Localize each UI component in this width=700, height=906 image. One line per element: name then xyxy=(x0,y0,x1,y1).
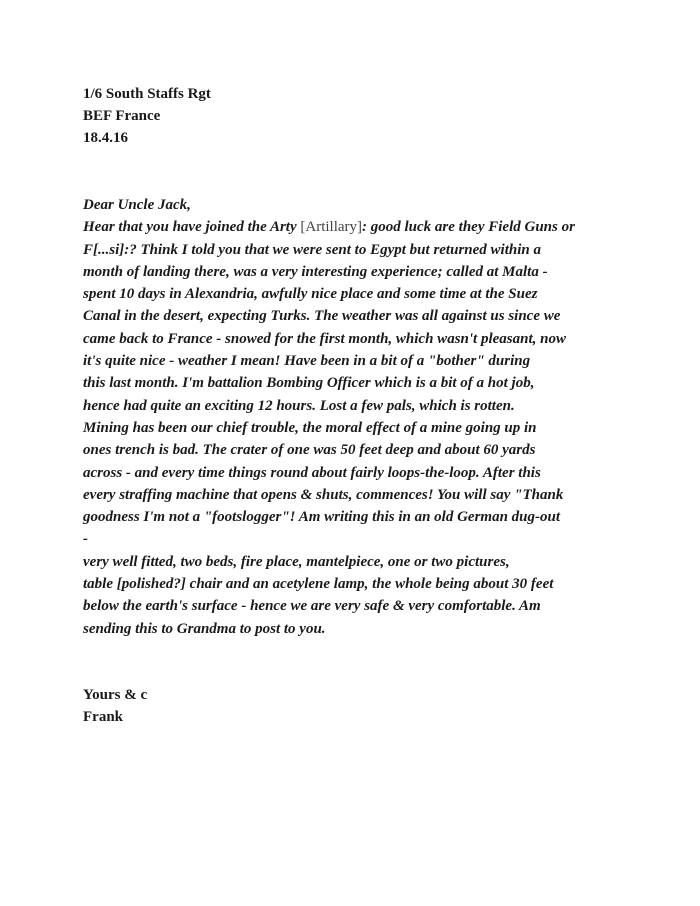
body-line: it's quite nice - weather I mean! Have been in a bit of a "bother" during xyxy=(83,353,531,370)
body-line: F[...si]:? Think I told you that we were sent to Egypt but returned within a xyxy=(83,241,541,258)
editorial-note: [Artillary] xyxy=(300,219,363,236)
body-line: every straffing machine that opens & shuts, commences! You will say "Thank xyxy=(83,486,564,503)
body-line: hence had quite an exciting 12 hours. Lost a few pals, which is rotten. xyxy=(83,397,515,414)
signature-name: Frank xyxy=(83,709,124,725)
closing-line: Yours & c xyxy=(83,687,148,703)
letter-signoff xyxy=(83,684,147,728)
body-line: sending this to Grandma to post to you. xyxy=(83,620,326,637)
body-line: this last month. I'm battalion Bombing Officer which is a bit of a hot job, xyxy=(83,375,535,392)
salutation: Dear Uncle Jack, xyxy=(83,197,191,213)
body-line: below the earth's surface - hence we are very safe & very comfortable. Am xyxy=(83,598,541,615)
letter-header xyxy=(83,83,211,149)
body-text: : good luck are they Field Guns or xyxy=(362,219,575,236)
body-line: Canal in the desert, expecting Turks. The weather was all against us since we xyxy=(83,308,561,325)
body-text: Hear that you have joined the Arty xyxy=(83,219,301,236)
letter-body xyxy=(83,194,643,640)
body-line: goodness I'm not a "footslogger"! Am writing this in an old German dug-out xyxy=(83,509,561,526)
body-line: month of landing there, was a very interesting experience; called at Malta - xyxy=(83,263,548,280)
body-line: came back to France - snowed for the first month, which wasn't pleasant, now xyxy=(83,330,566,347)
body-line: spent 10 days in Alexandria, awfully nice place and some time at the Suez xyxy=(83,286,538,303)
date-line: 18.4.16 xyxy=(83,130,128,146)
body-line: Mining has been our chief trouble, the moral effect of a mine going up in xyxy=(83,419,537,436)
unit-line: 1/6 South Staffs Rgt xyxy=(83,86,211,102)
body-line: very well fitted, two beds, fire place, mantelpiece, one or two pictures, xyxy=(83,553,510,570)
body-line: - xyxy=(83,531,88,548)
body-line: across - and every time things round about fairly loops-the-loop. After this xyxy=(83,464,541,481)
body-line xyxy=(83,216,643,238)
body-line: ones trench is bad. The crater of one was 50 feet deep and about 60 yards xyxy=(83,442,536,459)
location-line: BEF France xyxy=(83,108,161,124)
body-line: table [polished?] chair and an acetylene lamp, the whole being about 30 feet xyxy=(83,576,554,593)
